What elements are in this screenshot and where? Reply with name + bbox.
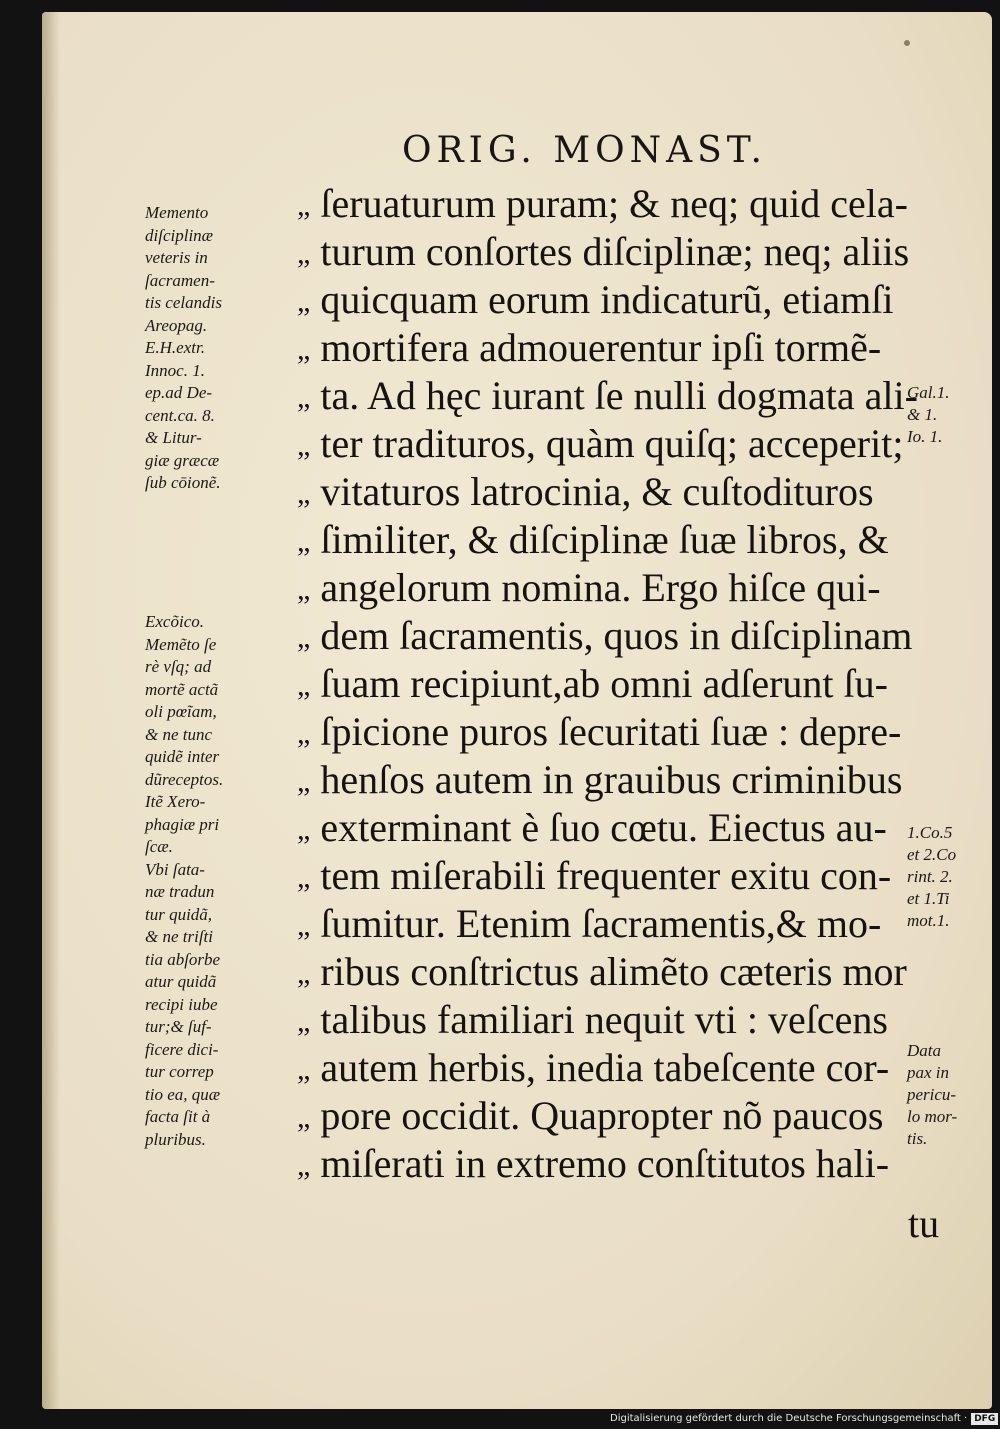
line-text: angelorum nomina. Ergo hiſce qui- [320,565,881,610]
quote-mark: „ [297,909,311,942]
digitization-credit [610,1411,995,1427]
note-line: Itẽ Xero- [145,792,206,811]
note-line: Data [907,1041,941,1060]
quote-mark: „ [297,1053,311,1086]
text-line [297,900,881,948]
note-line: tur correp [145,1062,214,1081]
line-text: miſerati in extremo conſtitutos hali- [320,1141,890,1186]
text-line [297,948,907,996]
line-text: exterminant è ſuo cœtu. Eiectus au- [320,805,887,850]
text-line [297,228,909,276]
text-line [297,1092,883,1140]
note-line: Vbi ſata- [145,859,205,879]
line-text: ter tradituros, quàm quiſq; acceperit; [320,421,904,466]
line-text: quicquam eorum indicaturũ, etiamſi [320,277,894,322]
note-line: Io. 1. [907,427,943,446]
quote-mark: „ [297,381,311,414]
quote-mark: „ [297,1149,311,1182]
text-line [297,852,891,900]
note-line: & Litur- [145,428,202,447]
line-text: ſumitur. Etenim ſacramentis,& mo- [320,901,882,946]
note-line: phagiæ pri [145,814,220,834]
quote-mark: „ [297,429,311,462]
note-line: tis. [907,1129,928,1148]
note-line: Memento [145,203,209,222]
note-line: ep.ad De- [145,383,213,402]
note-line: pax in [907,1063,950,1082]
note-line: næ tradun [145,882,215,901]
note-line: Excõico. [145,612,204,631]
text-line [297,516,889,564]
text-line [297,708,901,756]
note-line: & ne tunc [145,724,213,744]
note-line: ficere dici- [145,1039,219,1059]
text-line [297,612,912,660]
note-line: tis celandis [145,293,222,312]
text-line [297,468,874,516]
quote-mark: „ [297,189,311,222]
line-text: ta. Ad hęc iurant ſe nulli dogmata ali- [320,373,918,418]
note-line: ſub cōionẽ. [145,473,221,492]
quote-mark: „ [297,525,311,558]
line-text: autem herbis, inedia tabeſcente cor- [320,1045,890,1090]
note-line: rè vſq; ad [145,657,212,676]
text-line [297,756,902,804]
left-margin-note-2 [145,611,263,1151]
note-line: Gal.1. [907,383,950,402]
note-line: tia abſorbe [145,949,221,969]
text-line [297,324,881,372]
quote-mark: „ [297,861,311,894]
quote-mark: „ [297,621,311,654]
text-line [297,420,903,468]
note-line: Memẽto ſe [145,634,217,654]
quote-mark: „ [297,1101,311,1134]
line-text: dem ſacramentis, quos in diſciplinam [320,613,913,658]
line-text: ſeruaturum puram; & neq; quid cela- [320,181,908,226]
book-page [42,12,992,1409]
note-line: rint. 2. [907,867,953,886]
text-line [297,276,894,324]
quote-mark: „ [297,1005,311,1038]
catchword: tu [908,1201,940,1246]
text-line [297,1140,889,1188]
text-line [297,996,888,1044]
line-text: tem miſerabili frequenter exitu con- [320,853,892,898]
note-line: mortẽ actã [145,679,219,699]
quote-mark: „ [297,717,311,750]
note-line: dũreceptos. [145,769,224,789]
line-text: talibus familiari nequit vti : veſcens [320,997,888,1042]
quote-mark: „ [297,477,311,510]
running-head: ORIG. MONAST. [402,130,767,171]
note-line: et 2.Co [907,845,957,864]
quote-mark: „ [297,765,311,798]
right-margin-note-2 [907,822,992,932]
quote-mark: „ [297,573,311,606]
line-text: mortifera admouerentur ipſi tormẽ- [320,325,882,370]
text-line [297,804,887,852]
text-line [297,660,888,708]
note-line: 1.Co.5 [907,823,953,842]
note-line: ſcæ. [145,837,173,856]
quote-mark: „ [297,285,311,318]
text-line [297,564,881,612]
right-margin-note-3 [907,1040,992,1150]
note-line: oli pœĩam, [145,702,217,721]
note-line: & ne triſti [145,927,213,946]
line-text: turum conſortes diſciplinæ; neq; aliis [320,229,910,274]
note-line: tur;& ſuf- [145,1017,212,1036]
text-line [297,180,908,228]
right-margin-note-1 [907,382,992,448]
quote-mark: „ [297,333,311,366]
line-text: henſos autem in grauibus criminibus [320,757,903,802]
quote-mark: „ [297,813,311,846]
note-line: veteris in [145,248,208,267]
quote-mark: „ [297,237,311,270]
note-line: lo mor- [907,1107,958,1126]
note-line: E.H.extr. [145,338,205,357]
note-line: pericu- [907,1085,957,1104]
line-text: vitaturos latrocinia, & cuſtodituros [320,469,874,514]
line-text: ſuam recipiunt,ab omni adſerunt ſu- [320,661,888,706]
note-line: giæ græcæ [145,450,220,470]
note-line: Innoc. 1. [145,360,205,380]
note-line: diſciplinæ [145,225,213,245]
note-line: Areopag. [145,315,208,335]
line-text: ribus conſtrictus alimẽto cæteris mor [320,949,907,994]
note-line: quidẽ inter [145,747,220,766]
text-line [297,1044,889,1092]
note-line: cent.ca. 8. [145,405,215,425]
note-line: ſacramen- [145,270,215,290]
note-line: & 1. [907,405,938,424]
line-text: ſpicione puros ſecuritati ſuæ : depre- [320,709,902,754]
text-line [297,372,918,420]
note-line: mot.1. [907,911,950,930]
line-text: ſimiliter, & diſciplinæ ſuæ libros, & [320,517,889,562]
line-text: pore occidit. Quapropter nõ paucos [320,1093,884,1138]
quote-mark: „ [297,957,311,990]
note-line: facta ſit à [145,1107,211,1126]
note-line: atur quidã [145,972,217,991]
note-line: recipi iube [145,994,218,1014]
quote-mark: „ [297,669,311,702]
note-line: tur quidã, [145,904,213,924]
credit-text: Digitalisierung gefördert durch die Deutsche Forschungsgemeinschaft · [610,1413,968,1424]
left-margin-note-1 [145,202,263,495]
note-line: tio ea, quæ [145,1084,221,1104]
note-line: pluribus. [145,1129,206,1149]
note-line: et 1.Ti [907,889,950,908]
dfg-logo: DFG [971,1413,998,1425]
